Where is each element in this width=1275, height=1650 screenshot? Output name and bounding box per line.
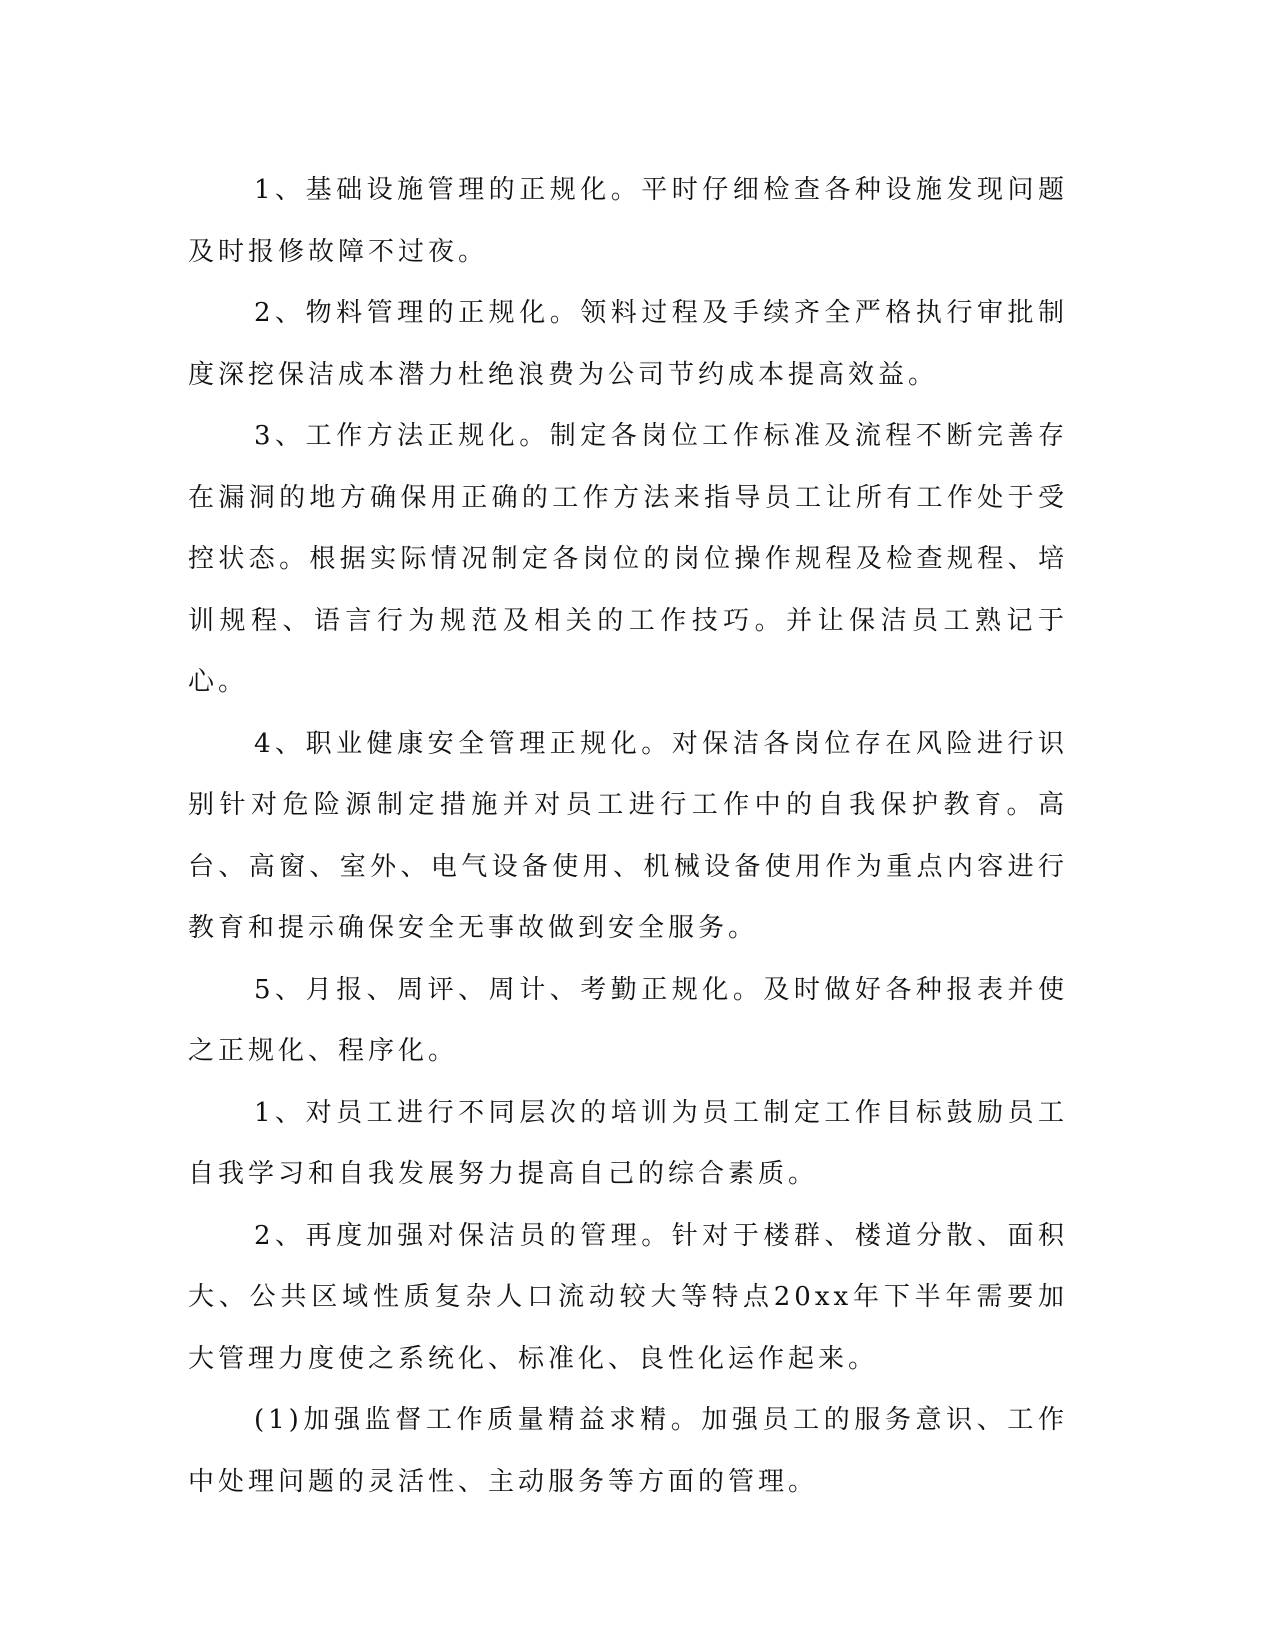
paragraph-facility-management: 1、基础设施管理的正规化。平时仔细检查各种设施发现问题及时报修故障不过夜。 (188, 175, 1068, 267)
paragraph-work-method: 3、工作方法正规化。制定各岗位工作标准及流程不断完善存在漏洞的地方确保用正确的工作方法来指导员工让所有工作处于受控状态。根据实际情况制定各岗位的岗位操作规程及检查规程、培训规程、语言行为规范及相关的工作技巧。并让保洁员工熟记于心。 (188, 421, 1068, 697)
paragraph-material-management: 2、物料管理的正规化。领料过程及手续齐全严格执行审批制度深挖保洁成本潜力杜绝浪费为公司节约成本提高效益。 (188, 298, 1068, 390)
paragraph-staff-training: 1、对员工进行不同层次的培训为员工制定工作目标鼓励员工自我学习和自我发展努力提高自己的综合素质。 (188, 1097, 1068, 1189)
paragraph-quality-supervision: (1)加强监督工作质量精益求精。加强员工的服务意识、工作中处理问题的灵活性、主动服务等方面的管理。 (188, 1405, 1068, 1497)
paragraph-health-safety: 4、职业健康安全管理正规化。对保洁各岗位存在风险进行识别针对危险源制定措施并对员工进行工作中的自我保护教育。高台、高窗、室外、电气设备使用、机械设备使用作为重点内容进行教育和提示确保安全无事故做到安全服务。 (188, 728, 1068, 943)
document-body (188, 160, 1068, 1513)
paragraph-reports: 5、月报、周评、周计、考勤正规化。及时做好各种报表并使之正规化、程序化。 (188, 974, 1068, 1066)
paragraph-cleaner-management: 2、再度加强对保洁员的管理。针对于楼群、楼道分散、面积大、公共区域性质复杂人口流动较大等特点20xx年下半年需要加大管理力度使之系统化、标准化、良性化运作起来。 (188, 1220, 1068, 1374)
